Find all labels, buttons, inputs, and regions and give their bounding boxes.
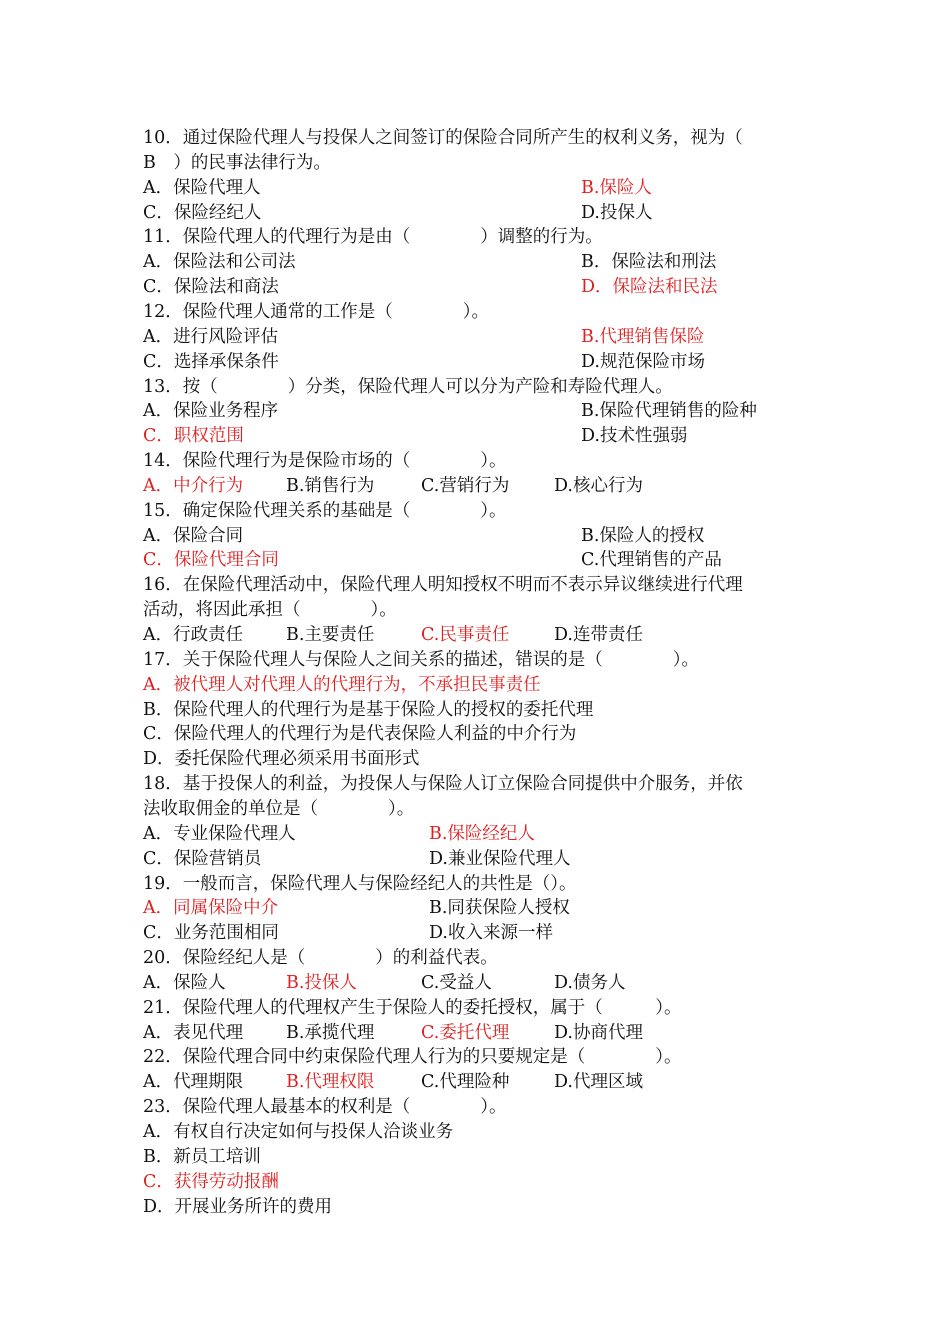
answer-option: D.投保人	[581, 202, 653, 223]
answer-option: B.代理销售保险	[581, 326, 705, 347]
question-line: 14．保险代理行为是保险市场的（ ）。	[143, 451, 507, 472]
question-line: B ）的民事法律行为。	[143, 152, 331, 173]
question-line: 21．保险代理人的代理权产生于保险人的委托授权，属于（ ）。	[143, 997, 682, 1018]
answer-option: B.主要责任	[286, 625, 375, 645]
question-line: A．被代理人对代理人的代理行为，不承担民事责任	[143, 674, 541, 695]
answer-option: B.代理权限	[286, 1072, 375, 1093]
question-line: 19．一般而言，保险代理人与保险经纪人的共性是（）。	[143, 873, 577, 894]
answer-option: C.委托代理	[421, 1022, 510, 1043]
answer-option: D.兼业保险代理人	[429, 848, 571, 869]
question-line: A．保险合同	[143, 525, 244, 546]
question-line: A．同属保险中介	[143, 898, 279, 919]
question-line: A．保险法和公司法	[143, 252, 296, 273]
question-line: B．新员工培训	[143, 1146, 261, 1167]
answer-option: C.代理销售的产品	[581, 550, 722, 571]
question-line: 16．在保险代理活动中，保险代理人明知授权不明而不表示异议继续进行代理	[143, 575, 743, 596]
answer-option: D.核心行为	[554, 475, 643, 496]
question-line: A．行政责任	[143, 625, 244, 645]
question-line: C．保险代理人的代理行为是代表保险人利益的中介行为	[143, 724, 577, 745]
question-line: C．职权范围	[143, 426, 244, 447]
answer-option: D.债务人	[554, 972, 626, 993]
question-line: 10．通过保险代理人与投保人之间签订的保险合同所产生的权利义务，视为（	[143, 128, 743, 148]
question-line: 11．保险代理人的代理行为是由（ ）调整的行为。	[143, 227, 603, 248]
question-line: C．业务范围相同	[143, 923, 279, 944]
answer-option: C.民事责任	[421, 625, 510, 645]
question-line: A．专业保险代理人	[143, 823, 296, 844]
question-line: A．中介行为	[143, 475, 244, 496]
answer-option: C.营销行为	[421, 475, 510, 496]
question-line: C．获得劳动报酬	[143, 1171, 279, 1192]
question-line: A．保险业务程序	[143, 401, 279, 422]
question-line: A．保险代理人	[143, 177, 261, 198]
question-line: A．保险人	[143, 972, 226, 993]
question-line: A．进行风险评估	[143, 326, 279, 347]
answer-option: D．保险法和民法	[581, 277, 718, 298]
question-line: A．代理期限	[143, 1072, 244, 1093]
question-line: 法收取佣金的单位是（ ）。	[143, 798, 415, 819]
answer-option: B.保险代理销售的险种	[581, 401, 757, 422]
question-line: C．选择承保条件	[143, 351, 279, 372]
answer-option: B.承揽代理	[286, 1022, 375, 1043]
question-line: C．保险代理合同	[143, 550, 279, 571]
answer-option: B．保险法和刑法	[581, 252, 717, 273]
question-line: A．表见代理	[143, 1022, 244, 1043]
question-line: C．保险经纪人	[143, 202, 262, 223]
question-line: 17．关于保险代理人与保险人之间关系的描述，错误的是（ ）。	[143, 649, 700, 670]
answer-option: B.保险人	[581, 177, 652, 198]
question-line: D．开展业务所许的费用	[143, 1196, 333, 1217]
answer-option: D.收入来源一样	[429, 923, 553, 944]
answer-option: D.规范保险市场	[581, 351, 705, 372]
answer-option: B.销售行为	[286, 475, 375, 496]
question-line: 15．确定保险代理关系的基础是（ ）。	[143, 500, 507, 521]
question-line: 18．基于投保人的利益，为投保人与保险人订立保险合同提供中介服务，并依	[143, 774, 743, 795]
answer-option: D.协商代理	[554, 1022, 643, 1043]
question-line: B．保险代理人的代理行为是基于保险人的授权的委托代理	[143, 699, 594, 720]
question-line: 13．按（ ）分类，保险代理人可以分为产险和寿险代理人。	[143, 376, 673, 397]
answer-option: C.受益人	[421, 972, 492, 993]
question-line: 23．保险代理人最基本的权利是（ ）。	[143, 1097, 507, 1118]
answer-option: B.保险人的授权	[581, 525, 705, 546]
answer-option: C.代理险种	[421, 1072, 510, 1093]
answer-option: B.保险经纪人	[429, 823, 535, 844]
answer-option: D.技术性强弱	[581, 426, 688, 447]
question-line: A．有权自行决定如何与投保人洽谈业务	[143, 1122, 454, 1142]
question-line: 活动，将因此承担（ ）。	[143, 600, 397, 621]
question-line: C．保险营销员	[143, 848, 262, 869]
answer-option: B.投保人	[286, 972, 357, 993]
answer-option: D.连带责任	[554, 625, 643, 645]
answer-option: D.代理区域	[554, 1072, 643, 1093]
question-line: D．委托保险代理必须采用书面形式	[143, 749, 420, 770]
question-line: 20．保险经纪人是（ ）的利益代表。	[143, 948, 498, 969]
answer-option: B.同获保险人授权	[429, 898, 570, 919]
question-line: 22．保险代理合同中约束保险代理人行为的只要规定是（ ）。	[143, 1047, 682, 1068]
question-line: 12．保险代理人通常的工作是（ ）。	[143, 301, 490, 322]
question-line: C．保险法和商法	[143, 277, 279, 298]
